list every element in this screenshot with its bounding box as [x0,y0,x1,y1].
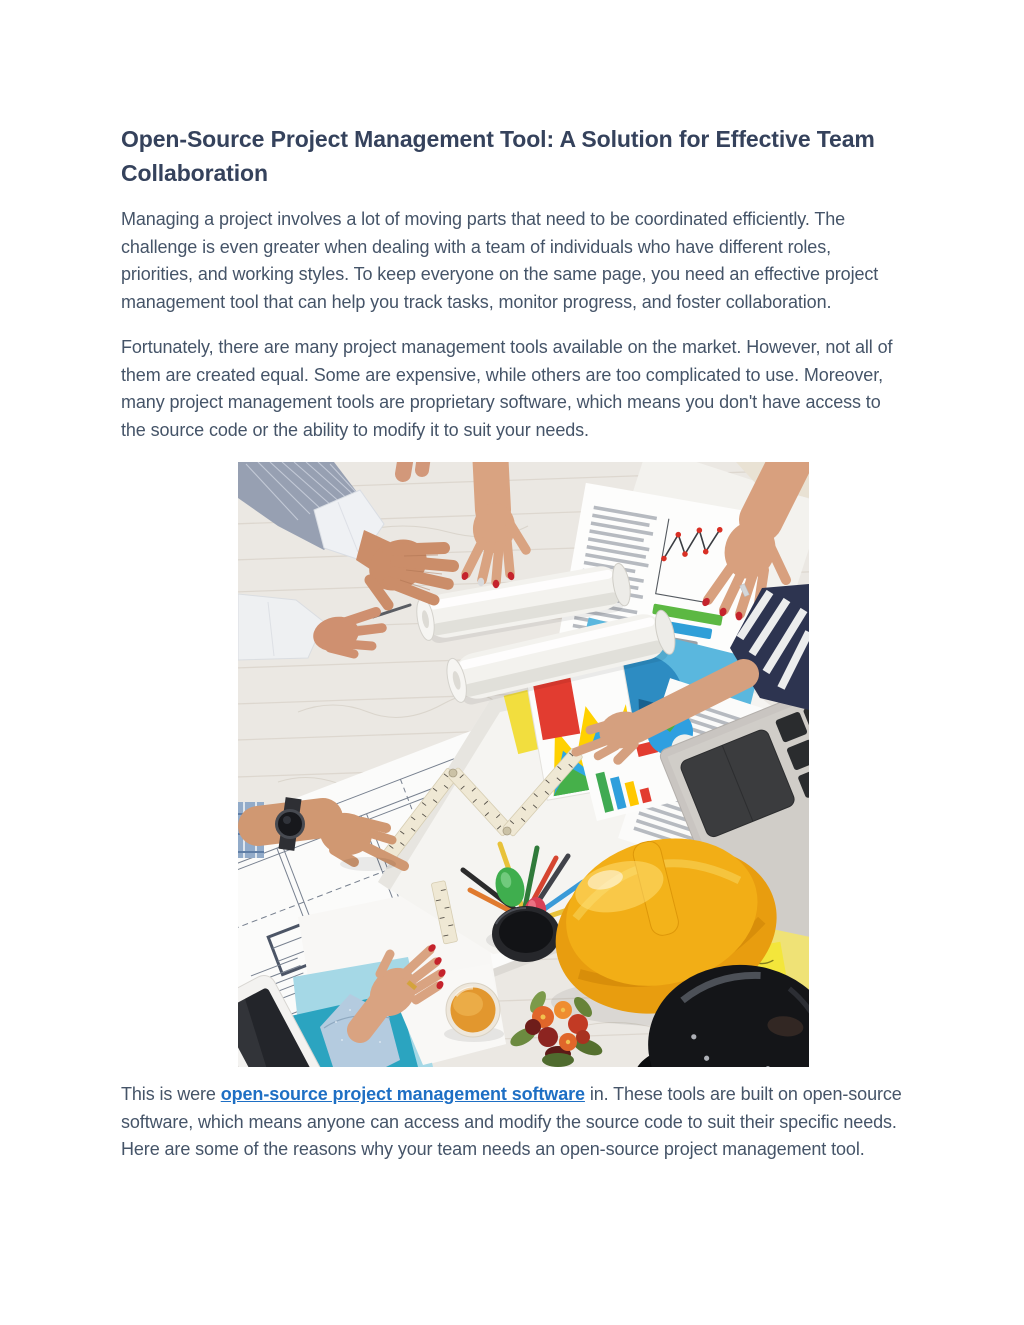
paragraph-text-before: This is were [121,1084,221,1104]
paragraph-tools: Fortunately, there are many project management tools available on the market. However, not all of them are created equal. Some are expensive, while others are too complicated to use. Moreover, many project management tools are proprietary software, which means you don't have access to the source code or the ability to modify it to suit your needs. [121,337,893,440]
team-collaboration-photo [238,462,809,1067]
article-title: Open-Source Project Management Tool: A Solution for Effective Team Collaboration [121,126,875,186]
paragraph-opensource [121,1081,903,1164]
paragraph-intro: Managing a project involves a lot of moving parts that need to be coordinated efficiently. The challenge is even greater when dealing with a team of individuals who have different roles, priorities, and working styles. To keep everyone on the same page, you need an effective project management tool that can help you track tasks, monitor progress, and foster collaboration. [121,209,879,312]
paragraph-text-after: in. These tools are built on open-source software, which means anyone can access and modify the source code to suit their specific needs. Here are some of the reasons why your team needs an open-source project management tool. [121,1084,902,1159]
team-collaboration-photo-illustration [238,462,809,1067]
watch-face [277,811,304,838]
orange-juice-glass [446,983,500,1037]
open-source-software-link[interactable]: open-source project management software [220,1084,585,1104]
